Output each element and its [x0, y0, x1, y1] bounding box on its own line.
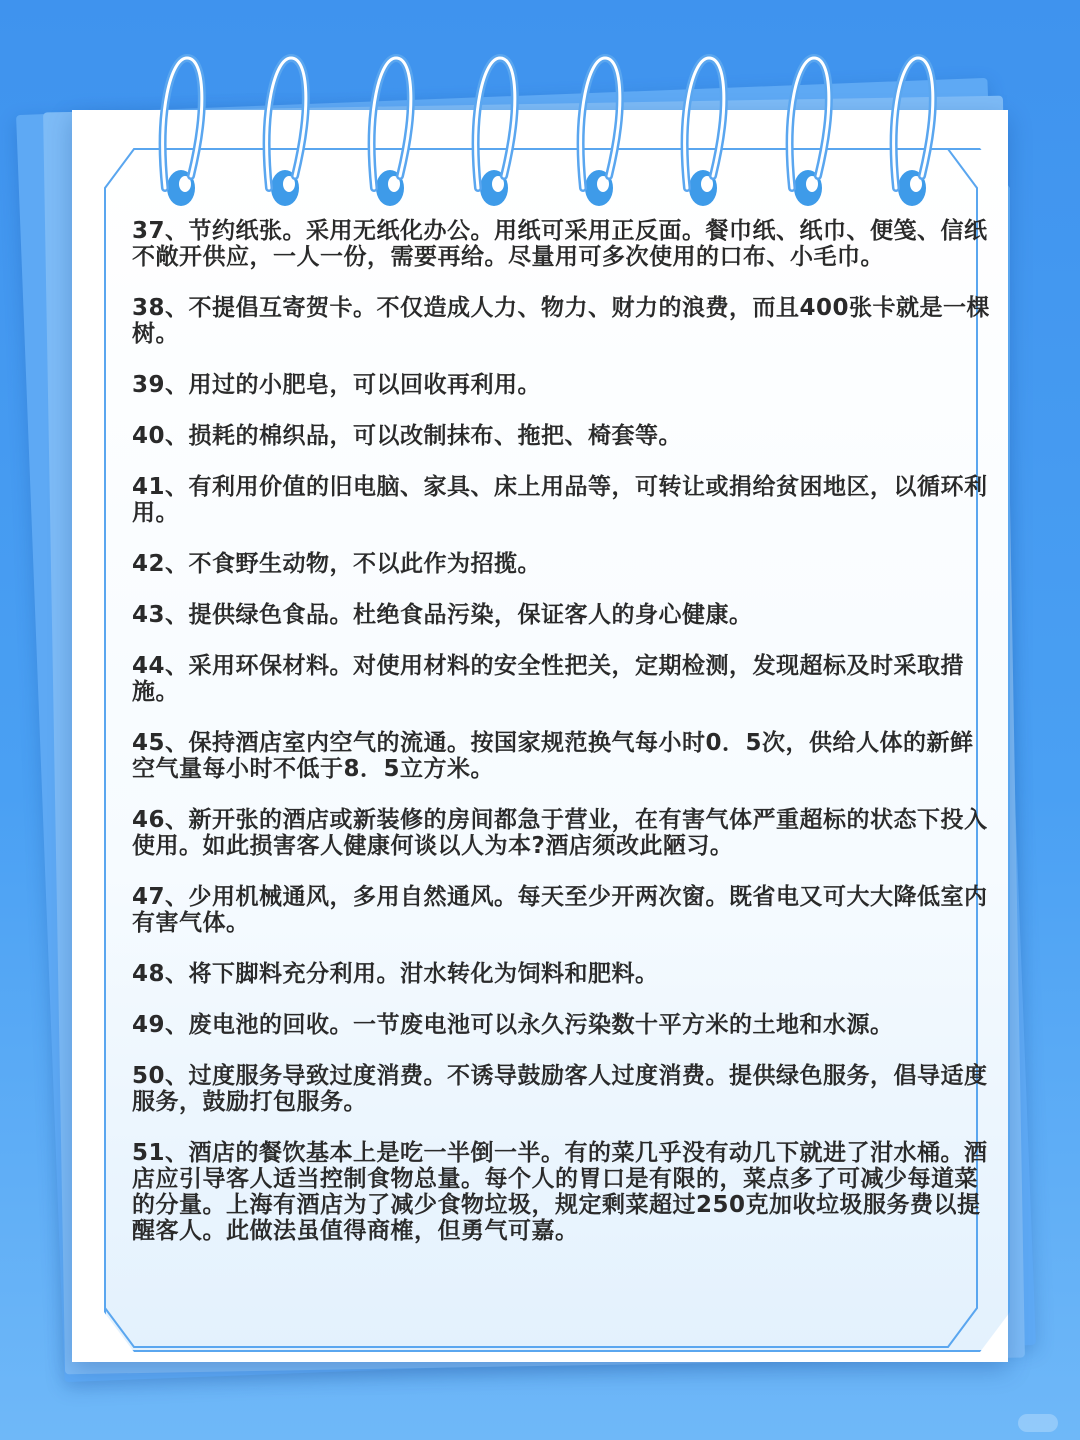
list-item: 51、酒店的餐饮基本上是吃一半倒一半。有的菜几乎没有动几下就进了泔水桶。酒店应引导客人适当控制食物总量。每个人的胃口是有限的，菜点多了可减少每道菜的分量。上海有酒店为了减少食物垃圾，规定剩菜超过250克加收垃圾服务费以提醒客人。此做法虽值得商榷，但勇气可嘉。 — [132, 1140, 988, 1244]
watermark-badge — [1018, 1414, 1058, 1432]
tips-list — [132, 218, 992, 1269]
list-item: 41、有利用价值的旧电脑、家具、床上用品等，可转让或捐给贫困地区，以循环利用。 — [132, 474, 988, 526]
list-item: 47、少用机械通风，多用自然通风。每天至少开两次窗。既省电又可大大降低室内有害气体。 — [132, 884, 988, 936]
list-item: 37、节约纸张。采用无纸化办公。用纸可采用正反面。餐巾纸、纸巾、便笺、信纸不敞开供应，一人一份，需要再给。尽量用可多次使用的口布、小毛巾。 — [132, 218, 988, 270]
list-item: 39、用过的小肥皂，可以回收再利用。 — [132, 372, 542, 398]
list-item: 49、废电池的回收。一节废电池可以永久污染数十平方米的土地和水源。 — [132, 1012, 894, 1038]
list-item: 50、过度服务导致过度消费。不诱导鼓励客人过度消费。提供绿色服务，倡导适度服务，鼓励打包服务。 — [132, 1063, 988, 1115]
list-item: 42、不食野生动物，不以此作为招揽。 — [132, 551, 542, 577]
list-item: 38、不提倡互寄贺卡。不仅造成人力、物力、财力的浪费，而且400张卡就是一棵树。 — [132, 295, 991, 347]
list-item: 40、损耗的棉织品，可以改制抹布、拖把、椅套等。 — [132, 423, 683, 449]
list-item: 46、新开张的酒店或新装修的房间都急于营业，在有害气体严重超标的状态下投入使用。如此损害客人健康何谈以人为本?酒店须改此陋习。 — [132, 807, 988, 859]
list-item: 43、提供绿色食品。杜绝食品污染，保证客人的身心健康。 — [132, 602, 753, 628]
list-item: 44、采用环保材料。对使用材料的安全性把关，定期检测，发现超标及时采取措施。 — [132, 653, 965, 705]
list-item: 45、保持酒店室内空气的流通。按国家规范换气每小时0．5次，供给人体的新鲜空气量每小时不低于8．5立方米。 — [132, 730, 974, 782]
list-item: 48、将下脚料充分利用。泔水转化为饲料和肥料。 — [132, 961, 659, 987]
